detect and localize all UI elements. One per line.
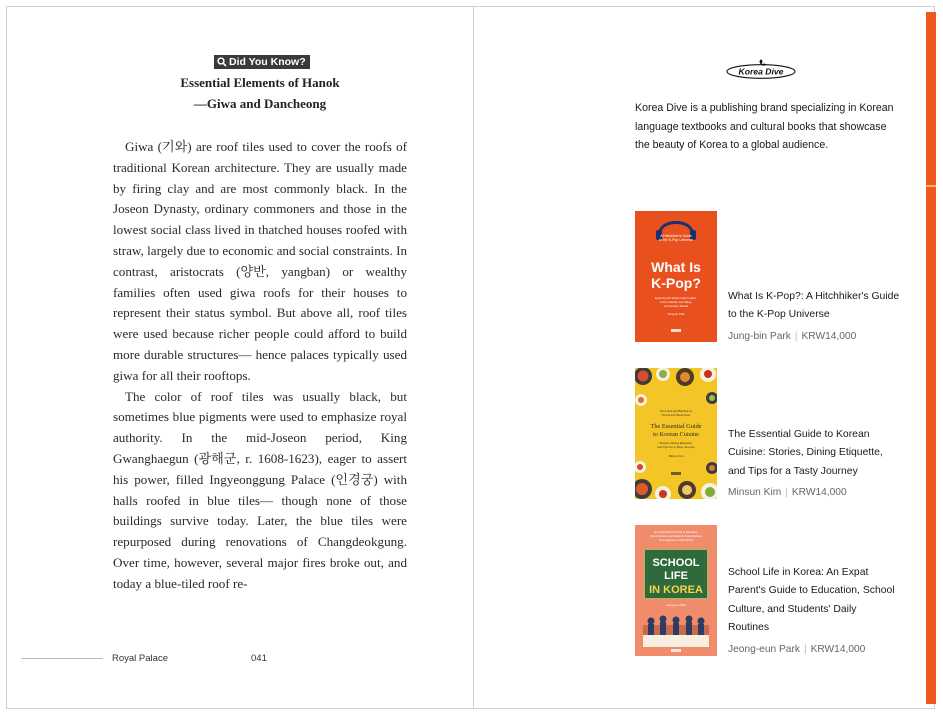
- book-price: KRW14,000: [791, 487, 847, 498]
- book-meta-kpop: Jung-bin Park | KRW14,000: [728, 331, 857, 342]
- book-title-school[interactable]: School Life in Korea: An Expat Parent's Guide to Education, School Culture, and Students' Daily Routines: [728, 567, 895, 634]
- footer-section-title: Royal Palace: [112, 653, 168, 664]
- cover-top-text: An Expat Parent's Guide to Education,: [653, 531, 699, 534]
- book-meta-school: Jeong-eun Park | KRW14,000: [728, 644, 866, 655]
- magnifier-icon: [217, 57, 227, 67]
- publisher-intro: Korea Dive is a publishing brand specializing in Korean language textbooks and cultural books that showcase the beauty of Korea to a global audience.: [635, 102, 894, 152]
- korea-dive-logo: [726, 59, 796, 79]
- svg-text:and Tips for a Tasty Journey: and Tips for a Tasty Journey: [657, 445, 695, 449]
- left-page: [7, 7, 473, 708]
- book-cover-kpop[interactable]: [635, 211, 717, 342]
- svg-text:Minsun Kim: Minsun Kim: [668, 454, 684, 458]
- book-price: KRW14,000: [801, 331, 857, 342]
- book-meta-cuisine: Minsun Kim | KRW14,000: [728, 487, 847, 498]
- svg-text:From Daycare to High School: From Daycare to High School: [658, 539, 694, 542]
- logo-text: Korea Dive: [738, 66, 784, 77]
- paragraph: Giwa (기와) are roof tiles used to cover the roofs of traditional Korean architecture. They are usually made by firing clay and are most commonly black. In the Joseon Dynasty, ordinary commoners and those in the lowest social class lived in thatched houses roofed with straw, largely due to economic and social constraints. In contrast, aristocrats (양반, yangban) or wealthy families often used giwa roofs for their houses to represent their status symbol. But above all, roof tiles were used because richer people could afford to build more durable structures— hence palaces typically used giwa for all their rooftops.: [113, 139, 407, 383]
- svg-text:and Fandom Rituals: and Fandom Rituals: [663, 305, 689, 308]
- badge-label: Did You Know?: [229, 56, 306, 68]
- cover-main-text: What Is: [651, 259, 701, 275]
- svg-text:School Culture, and Students': School Culture, and Students' Daily Routines: [650, 535, 702, 538]
- accent-edge-mark: [926, 185, 936, 187]
- svg-text:K-Pop?: K-Pop?: [651, 275, 701, 291]
- svg-text:LIFE: LIFE: [664, 570, 688, 582]
- article-body: [113, 137, 407, 595]
- cover-top-text: From Rice and Banchan to: [660, 410, 692, 413]
- cover-top-text: A Hitchhiker's Guide: [660, 234, 692, 238]
- cover-main-text: SCHOOL: [652, 557, 700, 569]
- svg-text:Jung-bin Park: Jung-bin Park: [667, 312, 685, 316]
- accent-edge-bar: [926, 12, 936, 704]
- right-page: [474, 7, 936, 708]
- book-spread: [6, 6, 935, 709]
- svg-text:Kimchi and Street Food: Kimchi and Street Food: [661, 414, 691, 417]
- page-number: 041: [251, 653, 267, 664]
- book-cover-cuisine[interactable]: [635, 368, 717, 499]
- cover-main-text: The Essential Guide: [650, 423, 702, 430]
- book-author: Jeong-eun Park: [728, 644, 800, 655]
- book-price: KRW14,000: [810, 644, 866, 655]
- paragraph: The color of roof tiles was usually black, but sometimes blue pigments were used to emphasize royal authority. In the mid-Joseon period, King Gwanghaegun (광해군, r. 1608-1623), eager to assert his power, filled Ingyeonggung Palace (인경궁) with halls roofed in blue tiles— though none of those buildings survive today. Later, the blue tiles were repurposed during renovations of Changdeokgung. Over time, however, several major fires broke out, and today a blue-tiled roof re-: [113, 388, 407, 591]
- book-cover-school[interactable]: [635, 525, 717, 656]
- book-title-kpop[interactable]: What Is K-Pop?: A Hitchhiker's Guide to the K-Pop Universe: [728, 291, 900, 321]
- article-title-line2: —Giwa and Dancheong: [193, 96, 327, 111]
- book-author: Minsun Kim: [728, 487, 782, 498]
- did-you-know-badge: [214, 55, 310, 69]
- book-author: Jung-bin Park: [728, 331, 791, 342]
- svg-text:Stories, Dining Etiquette,: Stories, Dining Etiquette,: [659, 441, 693, 445]
- svg-text:to Korean Cuisine: to Korean Cuisine: [653, 431, 699, 438]
- svg-text:K-Pop Industry, Fan Slang,: K-Pop Industry, Fan Slang,: [659, 301, 693, 304]
- svg-text:Exploring the World of Idol Cu: Exploring the World of Idol Culture,: [655, 297, 697, 300]
- book-title-cuisine[interactable]: The Essential Guide to Korean Cuisine: Stories, Dining Etiquette, and Tips for a Tasty Journey: [728, 429, 883, 477]
- svg-text:Jeong-eun Park: Jeong-eun Park: [666, 603, 686, 607]
- footer-rule: [21, 658, 103, 659]
- svg-text:to the K-Pop Universe: to the K-Pop Universe: [658, 238, 694, 242]
- article-title-line1: Essential Elements of Hanok: [180, 75, 340, 90]
- svg-text:IN KOREA: IN KOREA: [649, 584, 703, 596]
